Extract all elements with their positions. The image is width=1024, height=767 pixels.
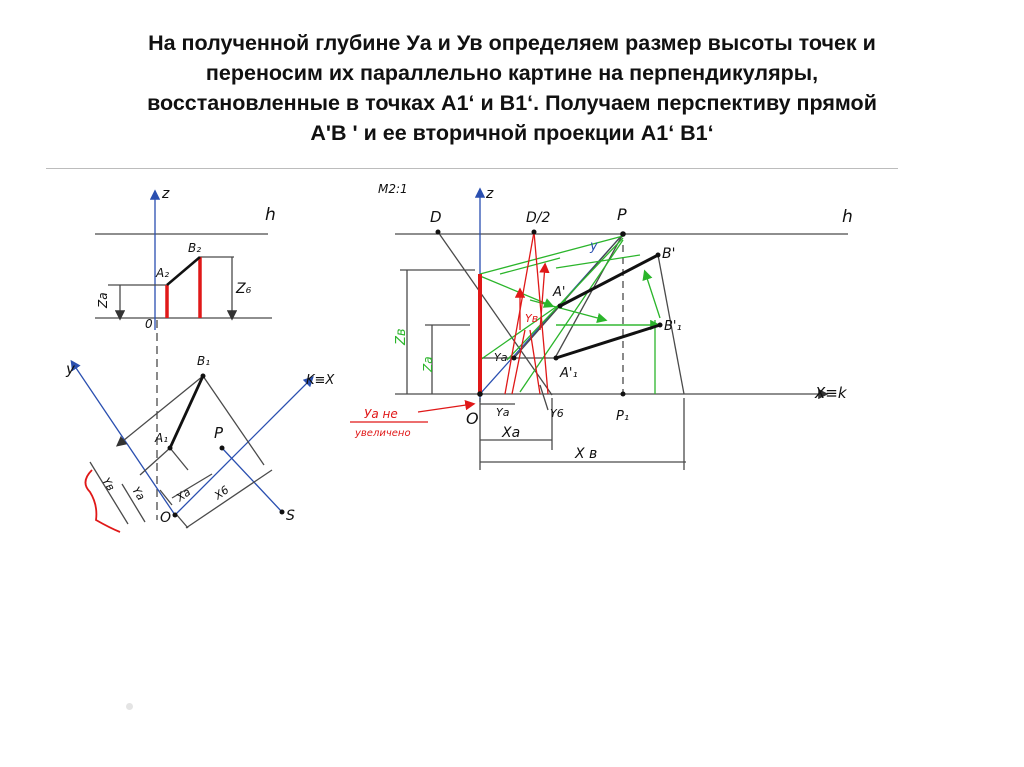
b2-label: B₂ xyxy=(188,241,202,255)
xb-label-left: X6 xyxy=(212,483,232,503)
a2b2-segment xyxy=(167,257,200,285)
b-prime-point xyxy=(656,253,661,258)
right-diagram xyxy=(350,182,853,470)
green-line-1 xyxy=(480,236,623,274)
a-prime-label: A' xyxy=(553,285,566,300)
right-h-label: h xyxy=(842,207,853,227)
d2-label: D/2 xyxy=(526,210,551,226)
za-label: Zа xyxy=(96,292,110,308)
ab-perspective-segment xyxy=(560,255,658,306)
yb-label-left: Yв xyxy=(99,475,118,494)
green-line-9 xyxy=(556,255,640,268)
ya-bottom-label: Yа xyxy=(496,406,510,419)
zb-label: Zв xyxy=(394,328,409,345)
b1-prime-label: B'₁ xyxy=(664,319,682,334)
a2-label: A₂ xyxy=(156,266,170,280)
xa-label: Xа xyxy=(502,425,521,441)
s-point xyxy=(280,510,285,515)
ya-label-left: Yа xyxy=(129,484,148,503)
s-label: S xyxy=(286,508,295,524)
right-y-label: y xyxy=(590,239,598,254)
a1-prime-point xyxy=(554,356,559,361)
y-label: y xyxy=(66,360,75,378)
b1-projector-x xyxy=(203,376,264,465)
b1-label: B₁ xyxy=(197,354,211,368)
d-point xyxy=(436,230,441,235)
a1-point xyxy=(168,446,173,451)
left-plan-view xyxy=(72,362,312,528)
title-line-2: переносим их параллельно картине на перпендикуляры, xyxy=(205,61,819,85)
yb-bottom-label: Y6 xyxy=(550,407,564,420)
kx-label: K≡X xyxy=(306,373,335,388)
d-label: D xyxy=(430,208,442,226)
title-line-3: восстановленные в точках А1‘ и В1‘. Получаем перспективу прямой xyxy=(147,91,877,115)
red-line-4 xyxy=(530,330,540,394)
d2-point xyxy=(532,230,537,235)
left-z-label: z xyxy=(162,186,170,202)
left-h-label: h xyxy=(265,205,276,225)
o-top-label: 0 xyxy=(145,317,153,331)
xb-dim xyxy=(186,470,272,528)
note-line-1: Уа не xyxy=(364,407,398,421)
b1-prime-point xyxy=(658,323,663,328)
left-diagram xyxy=(65,186,335,532)
b-prime-label: B' xyxy=(662,246,676,262)
a1-prime-label: A'₁ xyxy=(560,366,578,381)
title-line-1: На полученной глубине Уа и Ув определяем размер высоты точек и xyxy=(148,31,876,55)
p-point-left xyxy=(220,446,225,451)
yb-mid-label: Yв xyxy=(525,312,539,325)
p-s-line xyxy=(222,448,282,512)
ya-point xyxy=(512,356,517,361)
b1-point xyxy=(201,374,206,379)
title-line-4: А'В ' и ее вторичной проекции А1‘ В1‘ xyxy=(310,121,714,145)
x-eq-k-label: X≡k xyxy=(815,384,847,402)
right-z-label: z xyxy=(486,186,494,202)
a-prime-point xyxy=(558,304,563,309)
kx-axis-line xyxy=(175,378,312,515)
left-frontal-view xyxy=(95,192,272,520)
a1b1-perspective-segment xyxy=(556,325,660,358)
green-line-2 xyxy=(480,276,552,306)
yb-small-dim xyxy=(540,385,548,410)
a1b1-segment xyxy=(170,376,203,448)
o-point xyxy=(477,391,483,397)
o-label: O xyxy=(466,409,479,428)
origin-tick-2 xyxy=(176,514,188,528)
p1-point xyxy=(621,392,626,397)
scale-label: М2:1 xyxy=(378,182,408,196)
xb-label: X в xyxy=(575,446,598,462)
p-point xyxy=(620,231,626,237)
o-label-left: O xyxy=(160,510,172,526)
note-line-2: увеличено xyxy=(355,428,411,439)
o-point-left xyxy=(173,513,178,518)
a1-label: A₁ xyxy=(155,431,169,445)
zb-label: Z₆ xyxy=(236,281,252,297)
green-line-10 xyxy=(645,272,660,318)
p1-label: P₁ xyxy=(616,409,630,424)
a1-projector-y xyxy=(140,448,170,475)
ya-mid-label: Yа xyxy=(494,351,508,364)
p-label-left: P xyxy=(214,424,224,442)
xa-label-left: Xа xyxy=(174,485,194,505)
a1-projector-x xyxy=(170,448,188,470)
decorative-dot xyxy=(126,703,133,710)
p-label: P xyxy=(617,205,627,224)
green-line-12 xyxy=(480,300,566,360)
note-arrow xyxy=(418,404,473,412)
za-label: Zа xyxy=(421,356,435,372)
